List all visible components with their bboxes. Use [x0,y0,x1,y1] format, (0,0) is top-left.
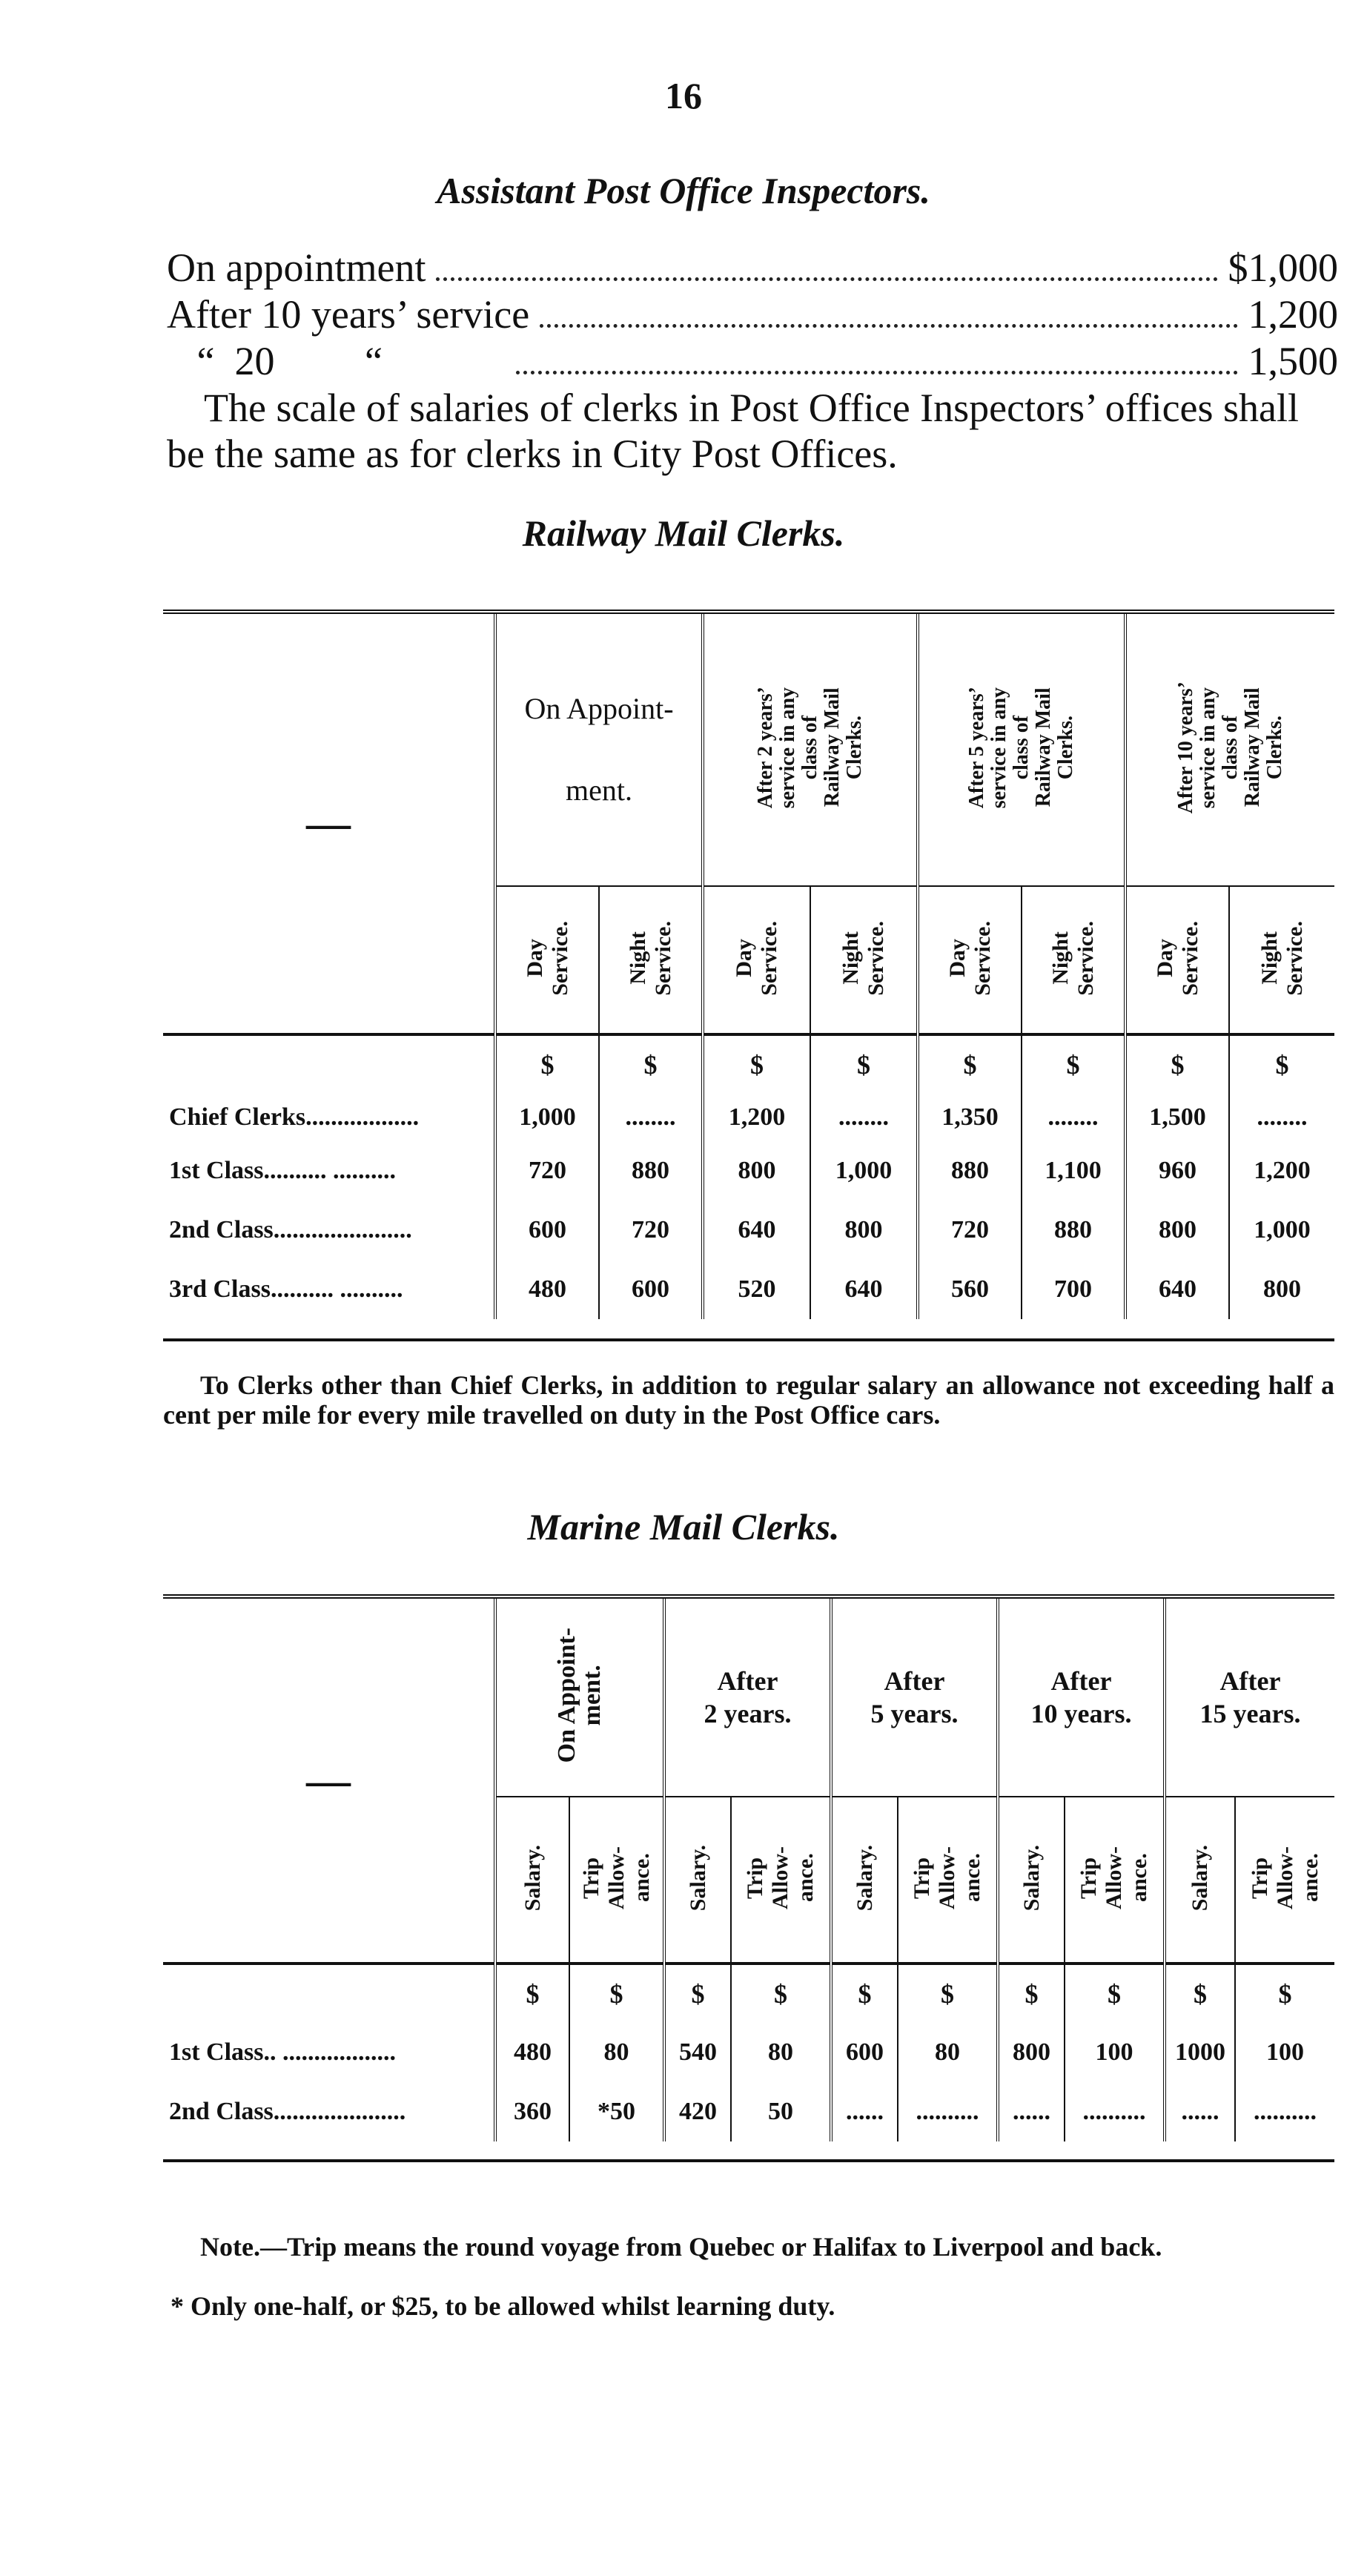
table-cell: 600 [599,1260,703,1319]
table-cell: 100 [1065,2023,1165,2082]
column-group-header: On Appoint- ment. [495,1596,664,1797]
table-cell: 80 [569,2023,664,2082]
salary-row-amount: 1,200 [1248,292,1338,337]
dollar-sign: $ [1125,1034,1229,1094]
dollar-sign: $ [831,1964,898,2023]
table-cell: 600 [831,2023,898,2082]
table-cell: 880 [1022,1201,1125,1260]
table-row [163,1094,1334,1141]
table-cell: 720 [599,1201,703,1260]
table-cell: 480 [495,1260,599,1319]
column-header-day: Day Service. [1125,886,1229,1034]
table-cell: 540 [664,2023,731,2082]
row-label: 1st Class.......... .......... [163,1141,495,1201]
dollar-sign: $ [703,1034,810,1094]
salary-row-amount: $1,000 [1228,245,1338,290]
dollar-sign: $ [1165,1964,1235,2023]
table-cell: 960 [1125,1141,1229,1201]
table-cell: .......... [898,2082,998,2141]
table-cell: 720 [495,1141,599,1201]
table-cell: 640 [810,1260,918,1319]
column-group-header: After 2 years’ service in any class of Railway Mail Clerks. [703,612,918,886]
table-cell: 80 [898,2023,998,2082]
column-group-header: After 5 years’ service in any class of Railway Mail Clerks. [918,612,1125,886]
table-cell: 80 [731,2023,831,2082]
table-cell: 1,200 [1254,1157,1311,1184]
marine-mail-clerks-table [163,1594,1334,2162]
table-cell: 700 [1022,1260,1125,1319]
dollar-sign: $ [495,1964,569,2023]
column-header-trip: Trip Allow- ance. [731,1797,831,1964]
column-group-header: After 10 years’ service in any class of Railway Mail Clerks. [1125,612,1334,886]
table-row [163,1201,1334,1260]
table-cell: 50 [731,2082,831,2141]
column-header-salary: Salary. [1165,1797,1235,1964]
column-header-salary: Salary. [664,1797,731,1964]
salary-row [167,291,1338,338]
table-cell: 100 [1266,2038,1304,2066]
dot-leader [436,277,1217,281]
column-header-night: Night Service. [810,886,918,1034]
salary-row-label: “ 20 “ [167,339,383,383]
table-cell: .......... [1254,2098,1317,2125]
column-header-salary: Salary. [831,1797,898,1964]
page-number: 16 [665,75,702,116]
table-cell: ...... [1165,2082,1235,2141]
dollar-sign: $ [810,1034,918,1094]
dollar-sign: $ [1065,1964,1165,2023]
table-cell: 560 [918,1260,1022,1319]
dollar-sign: $ [1275,1050,1289,1080]
table-row [163,2023,1334,2082]
dollar-sign: $ [599,1034,703,1094]
column-header-night: Night Service. [1022,886,1125,1034]
table-cell: ...... [998,2082,1065,2141]
column-group-header: After 5 years. [831,1596,998,1797]
row-label: 2nd Class..................... [163,2082,495,2141]
salary-row [167,245,1338,291]
dollar-sign: $ [1022,1034,1125,1094]
table-cell: 1,000 [495,1094,599,1141]
table-cell: 880 [918,1141,1022,1201]
table-cell: 1,500 [1125,1094,1229,1141]
table-cell: 800 [1125,1201,1229,1260]
dot-leader [516,371,1238,374]
row-label: 1st Class.. .................. [163,2023,495,2082]
salary-row-amount: 1,500 [1248,339,1338,383]
column-header-day: Day Service. [918,886,1022,1034]
table-cell: ........ [599,1094,703,1141]
table-cell: 600 [495,1201,599,1260]
table-cell: 640 [703,1201,810,1260]
dollar-sign: $ [918,1034,1022,1094]
table-cell: 1,200 [703,1094,810,1141]
table-cell: ........ [1022,1094,1125,1141]
assistant-inspectors-salaries [167,245,1338,477]
railway-allowance-note: To Clerks other than Chief Clerks, in addition to regular salary an allowance not exceeding half a cent per mile for every mile travelled on duty in the Post Office cars. [163,1370,1334,1430]
table-row [163,1260,1334,1319]
column-header-salary: Salary. [998,1797,1065,1964]
salary-row [167,338,1338,385]
table-cell: 1000 [1165,2023,1235,2082]
table-cell: ...... [831,2082,898,2141]
column-header-day: Day Service. [703,886,810,1034]
salary-row-label: On appointment [167,245,426,290]
table-cell: ........ [810,1094,918,1141]
table-cell: 360 [495,2082,569,2141]
row-label: 2nd Class...................... [163,1201,495,1260]
trip-note: Note.—Trip means the round voyage from Quebec or Halifax to Liverpool and back. [200,2232,1162,2262]
railway-mail-clerks-table [163,610,1334,1341]
currency-row [163,1034,1334,1094]
dollar-sign: $ [998,1964,1065,2023]
column-group-header: After 10 years. [998,1596,1165,1797]
dollar-sign: $ [731,1964,831,2023]
inspectors-offices-paragraph: The scale of salaries of clerks in Post Office Inspectors’ offices shall be the same as for clerks in City Post Offices. [167,386,1300,476]
row-label: Chief Clerks.................. [163,1094,495,1141]
dollar-sign: $ [664,1964,731,2023]
column-header-trip: Trip Allow- ance. [569,1797,664,1964]
column-group-header: After 2 years. [664,1596,831,1797]
table-cell: 640 [1125,1260,1229,1319]
column-header-trip: Trip Allow- ance. [898,1797,998,1964]
dollar-sign: $ [495,1034,599,1094]
table-cell: 1,100 [1022,1141,1125,1201]
table-cell: 880 [599,1141,703,1201]
column-header-night: Night Service. [599,886,703,1034]
table-cell: ........ [1257,1103,1308,1131]
marine-mail-clerks-heading: Marine Mail Clerks. [527,1506,840,1548]
table-cell: 420 [664,2082,731,2141]
table-row [163,1141,1334,1201]
table-cell: 800 [998,2023,1065,2082]
table-cell: 520 [703,1260,810,1319]
column-group-header: After 15 years. [1165,1596,1334,1797]
row-label: 3rd Class.......... .......... [163,1260,495,1319]
column-header-trip: Trip Allow- ance. [1235,1797,1334,1964]
column-header-trip: Trip Allow- ance. [1065,1797,1165,1964]
table-cell: 800 [810,1201,918,1260]
footnote: * Only one-half, or $25, to be allowed whilst learning duty. [171,2291,835,2321]
table-cell: 1,000 [810,1141,918,1201]
column-header-night: Night Service. [1229,886,1334,1034]
column-header-salary: Salary. [495,1797,569,1964]
table-corner-dash: — [163,612,495,1034]
assistant-inspectors-heading: Assistant Post Office Inspectors. [437,170,930,211]
railway-mail-clerks-heading: Railway Mail Clerks. [522,512,845,554]
table-cell: 480 [495,2023,569,2082]
column-header-day: Day Service. [495,886,599,1034]
column-group-header: On Appoint- ment. [495,612,703,886]
dollar-sign: $ [898,1964,998,2023]
table-cell: 720 [918,1201,1022,1260]
salary-row-label: After 10 years’ service [167,292,530,337]
dollar-sign: $ [1278,1979,1292,2009]
table-cell: 1,350 [918,1094,1022,1141]
table-cell: .......... [1065,2082,1165,2141]
table-cell: 1,000 [1254,1216,1311,1244]
table-cell: 800 [1263,1275,1301,1303]
table-row [163,2082,1334,2141]
table-corner-dash: — [163,1596,495,1964]
dollar-sign: $ [569,1964,664,2023]
dot-leader [540,324,1237,328]
table-cell: 800 [703,1141,810,1201]
table-cell: *50 [569,2082,664,2141]
